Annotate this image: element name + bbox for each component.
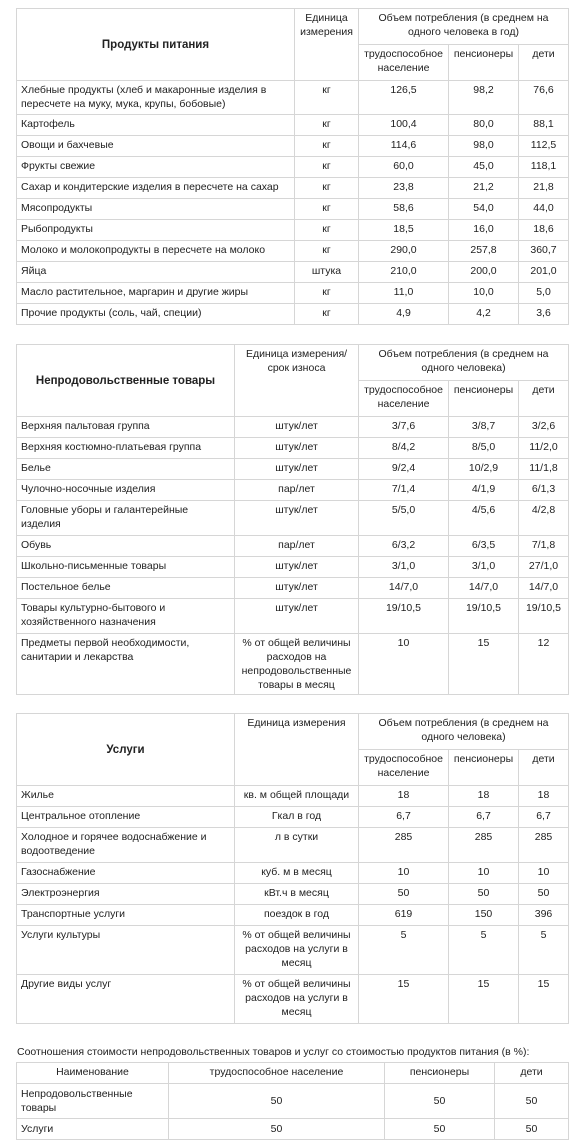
cell-children: 50	[519, 884, 569, 905]
services-title-header: Услуги	[17, 714, 235, 786]
cell-working: 3/7,6	[359, 417, 449, 438]
cell-name: Обувь	[17, 536, 235, 557]
cell-children: 12	[519, 634, 569, 695]
table-row	[17, 115, 569, 136]
cell-unit: кг	[295, 304, 359, 325]
cell-name: Белье	[17, 459, 235, 480]
cell-unit: штук/лет	[235, 459, 359, 480]
cell-name: Холодное и горячее водоснабжение и водоотведение	[17, 828, 235, 863]
services-consumption-header: Объем потребления (в среднем на одного человека)	[359, 714, 569, 750]
food-pensioners-header: пенсионеры	[449, 45, 519, 81]
cell-children: 11/2,0	[519, 438, 569, 459]
cell-pensioners: 150	[449, 905, 519, 926]
table-row	[17, 926, 569, 975]
cell-unit: штука	[295, 262, 359, 283]
cell-unit: % от общей величины расходов на непродовольственные товары в месяц	[235, 634, 359, 695]
cell-unit: л в сутки	[235, 828, 359, 863]
cell-pensioners: 3/8,7	[449, 417, 519, 438]
cell-pensioners: 200,0	[449, 262, 519, 283]
cell-children: 6/1,3	[519, 480, 569, 501]
services-table	[16, 713, 569, 1024]
cell-name: Центральное отопление	[17, 807, 235, 828]
cell-children: 3,6	[519, 304, 569, 325]
services-rows	[17, 786, 569, 1024]
cell-working: 60,0	[359, 157, 449, 178]
ratio-children-header: дети	[495, 1063, 569, 1084]
cell-name: Услуги культуры	[17, 926, 235, 975]
cell-name: Верхняя пальтовая группа	[17, 417, 235, 438]
cell-children: 5	[519, 926, 569, 975]
food-consumption-header: Объем потребления (в среднем на одного человека в год)	[359, 9, 569, 45]
food-unit-header: Единица измерения	[295, 9, 359, 81]
cell-pensioners: 54,0	[449, 199, 519, 220]
cell-unit: штук/лет	[235, 501, 359, 536]
cell-name: Прочие продукты (соль, чай, специи)	[17, 304, 295, 325]
services-unit-header: Единица измерения	[235, 714, 359, 786]
cell-name: Рыбопродукты	[17, 220, 295, 241]
cell-pensioners: 21,2	[449, 178, 519, 199]
cell-pensioners: 50	[385, 1084, 495, 1119]
cell-working: 285	[359, 828, 449, 863]
food-rows	[17, 81, 569, 325]
cell-working: 210,0	[359, 262, 449, 283]
cell-children: 201,0	[519, 262, 569, 283]
food-title-header: Продукты питания	[17, 9, 295, 81]
cell-unit: штук/лет	[235, 417, 359, 438]
cell-pensioners: 50	[449, 884, 519, 905]
cell-working: 18,5	[359, 220, 449, 241]
cell-working: 9/2,4	[359, 459, 449, 480]
cell-working: 7/1,4	[359, 480, 449, 501]
cell-name: Молоко и молокопродукты в пересчете на молоко	[17, 241, 295, 262]
cell-children: 21,8	[519, 178, 569, 199]
table-row	[17, 1119, 569, 1140]
cell-working: 5/5,0	[359, 501, 449, 536]
table-row	[17, 81, 569, 115]
cell-pensioners: 45,0	[449, 157, 519, 178]
services-children-header: дети	[519, 750, 569, 786]
cell-name: Транспортные услуги	[17, 905, 235, 926]
cell-working: 6/3,2	[359, 536, 449, 557]
cell-children: 27/1,0	[519, 557, 569, 578]
cell-unit: пар/лет	[235, 480, 359, 501]
cell-working: 3/1,0	[359, 557, 449, 578]
table-row	[17, 199, 569, 220]
table-row	[17, 807, 569, 828]
cell-children: 15	[519, 975, 569, 1024]
cell-name: Овощи и бахчевые	[17, 136, 295, 157]
cell-name: Чулочно-носочные изделия	[17, 480, 235, 501]
cell-unit: кВт.ч в месяц	[235, 884, 359, 905]
cell-name: Школьно-письменные товары	[17, 557, 235, 578]
cell-pensioners: 19/10,5	[449, 599, 519, 634]
cell-unit: поездок в год	[235, 905, 359, 926]
cell-children: 44,0	[519, 199, 569, 220]
cell-name: Постельное белье	[17, 578, 235, 599]
cell-working: 50	[169, 1119, 385, 1140]
ratio-rows	[17, 1084, 569, 1140]
cell-children: 6,7	[519, 807, 569, 828]
nonfood-unit-header: Единица измерения/ срок износа	[235, 345, 359, 417]
cell-name: Верхняя костюмно-платьевая группа	[17, 438, 235, 459]
table-row	[17, 828, 569, 863]
table-row	[17, 884, 569, 905]
table-row	[17, 459, 569, 480]
table-row	[17, 220, 569, 241]
table-row	[17, 417, 569, 438]
cell-name: Фрукты свежие	[17, 157, 295, 178]
cell-unit: кг	[295, 199, 359, 220]
table-row	[17, 578, 569, 599]
cell-pensioners: 50	[385, 1119, 495, 1140]
nonfood-title-header: Непродовольственные товары	[17, 345, 235, 417]
cell-unit: кг	[295, 157, 359, 178]
cell-children: 76,6	[519, 81, 569, 115]
cell-name: Мясопродукты	[17, 199, 295, 220]
cell-working: 290,0	[359, 241, 449, 262]
table-row	[17, 283, 569, 304]
cell-children: 19/10,5	[519, 599, 569, 634]
cell-children: 5,0	[519, 283, 569, 304]
cell-pensioners: 3/1,0	[449, 557, 519, 578]
nonfood-goods-table	[16, 344, 569, 695]
cell-unit: кв. м общей площади	[235, 786, 359, 807]
cell-name: Головные уборы и галантерейные изделия	[17, 501, 235, 536]
cell-working: 50	[169, 1084, 385, 1119]
nonfood-working-header: трудоспособное население	[359, 381, 449, 417]
cell-working: 58,6	[359, 199, 449, 220]
cell-name: Сахар и кондитерские изделия в пересчете на сахар	[17, 178, 295, 199]
cell-unit: кг	[295, 115, 359, 136]
cell-name: Яйца	[17, 262, 295, 283]
table-row	[17, 304, 569, 325]
cell-children: 7/1,8	[519, 536, 569, 557]
table-row	[17, 178, 569, 199]
cell-pensioners: 5	[449, 926, 519, 975]
cell-unit: кг	[295, 136, 359, 157]
cell-working: 50	[359, 884, 449, 905]
cell-working: 6,7	[359, 807, 449, 828]
ratio-caption: Соотношения стоимости непродовольственных товаров и услуг со стоимостью продуктов питания (в %):	[17, 1046, 530, 1058]
cell-pensioners: 80,0	[449, 115, 519, 136]
cell-working: 15	[359, 975, 449, 1024]
table-row	[17, 157, 569, 178]
table-row	[17, 786, 569, 807]
table-row	[17, 501, 569, 536]
ratio-pensioners-header: пенсионеры	[385, 1063, 495, 1084]
cell-pensioners: 18	[449, 786, 519, 807]
nonfood-pensioners-header: пенсионеры	[449, 381, 519, 417]
cell-name: Картофель	[17, 115, 295, 136]
cell-children: 396	[519, 905, 569, 926]
table-row	[17, 480, 569, 501]
cell-pensioners: 10/2,9	[449, 459, 519, 480]
cell-working: 100,4	[359, 115, 449, 136]
cell-children: 112,5	[519, 136, 569, 157]
cell-children: 18,6	[519, 220, 569, 241]
cell-pensioners: 4/5,6	[449, 501, 519, 536]
cell-unit: штук/лет	[235, 557, 359, 578]
cell-name: Непродовольственные товары	[17, 1084, 169, 1119]
cell-pensioners: 98,2	[449, 81, 519, 115]
cell-working: 19/10,5	[359, 599, 449, 634]
cell-pensioners: 6/3,5	[449, 536, 519, 557]
food-children-header: дети	[519, 45, 569, 81]
cell-pensioners: 10,0	[449, 283, 519, 304]
cell-name: Товары культурно-бытового и хозяйственного назначения	[17, 599, 235, 634]
nonfood-children-header: дети	[519, 381, 569, 417]
cell-pensioners: 10	[449, 863, 519, 884]
ratio-working-header: трудоспособное население	[169, 1063, 385, 1084]
cell-pensioners: 6,7	[449, 807, 519, 828]
cell-unit: Гкал в год	[235, 807, 359, 828]
cell-unit: пар/лет	[235, 536, 359, 557]
cell-name: Хлебные продукты (хлеб и макаронные изделия в пересчете на муку, мука, крупы, бобовые)	[17, 81, 295, 115]
cell-working: 11,0	[359, 283, 449, 304]
cell-pensioners: 14/7,0	[449, 578, 519, 599]
cell-working: 5	[359, 926, 449, 975]
cell-children: 14/7,0	[519, 578, 569, 599]
nonfood-consumption-header: Объем потребления (в среднем на одного человека)	[359, 345, 569, 381]
cell-working: 10	[359, 863, 449, 884]
cell-working: 23,8	[359, 178, 449, 199]
cell-children: 118,1	[519, 157, 569, 178]
cell-working: 114,6	[359, 136, 449, 157]
cell-unit: штук/лет	[235, 599, 359, 634]
cell-name: Предметы первой необходимости, санитарии и лекарства	[17, 634, 235, 695]
nonfood-rows	[17, 417, 569, 695]
cell-pensioners: 98,0	[449, 136, 519, 157]
cell-children: 4/2,8	[519, 501, 569, 536]
food-products-table	[16, 8, 569, 325]
cell-name: Услуги	[17, 1119, 169, 1140]
services-pensioners-header: пенсионеры	[449, 750, 519, 786]
table-row	[17, 975, 569, 1024]
cell-children: 18	[519, 786, 569, 807]
cell-unit: % от общей величины расходов на услуги в месяц	[235, 926, 359, 975]
cell-children: 50	[495, 1119, 569, 1140]
table-row	[17, 136, 569, 157]
cell-unit: кг	[295, 283, 359, 304]
cell-unit: штук/лет	[235, 438, 359, 459]
table-row	[17, 536, 569, 557]
cell-pensioners: 15	[449, 634, 519, 695]
cell-working: 126,5	[359, 81, 449, 115]
cell-working: 4,9	[359, 304, 449, 325]
table-row	[17, 634, 569, 695]
table-row	[17, 599, 569, 634]
cell-working: 619	[359, 905, 449, 926]
cell-working: 14/7,0	[359, 578, 449, 599]
cell-unit: штук/лет	[235, 578, 359, 599]
cell-name: Жилье	[17, 786, 235, 807]
cell-children: 88,1	[519, 115, 569, 136]
cell-children: 285	[519, 828, 569, 863]
table-row	[17, 1084, 569, 1119]
cell-name: Газоснабжение	[17, 863, 235, 884]
cell-unit: кг	[295, 81, 359, 115]
ratio-table	[16, 1062, 569, 1140]
cell-unit: % от общей величины расходов на услуги в месяц	[235, 975, 359, 1024]
cell-unit: кг	[295, 220, 359, 241]
cell-children: 3/2,6	[519, 417, 569, 438]
table-row	[17, 241, 569, 262]
table-row	[17, 863, 569, 884]
cell-pensioners: 15	[449, 975, 519, 1024]
cell-pensioners: 4,2	[449, 304, 519, 325]
services-working-header: трудоспособное население	[359, 750, 449, 786]
cell-name: Электроэнергия	[17, 884, 235, 905]
cell-working: 8/4,2	[359, 438, 449, 459]
cell-pensioners: 257,8	[449, 241, 519, 262]
cell-unit: куб. м в месяц	[235, 863, 359, 884]
table-row	[17, 438, 569, 459]
table-row	[17, 262, 569, 283]
table-row	[17, 905, 569, 926]
cell-unit: кг	[295, 241, 359, 262]
cell-children: 50	[495, 1084, 569, 1119]
cell-working: 18	[359, 786, 449, 807]
cell-pensioners: 8/5,0	[449, 438, 519, 459]
food-working-header: трудоспособное население	[359, 45, 449, 81]
cell-name: Масло растительное, маргарин и другие жиры	[17, 283, 295, 304]
ratio-name-header: Наименование	[17, 1063, 169, 1084]
cell-working: 10	[359, 634, 449, 695]
table-row	[17, 557, 569, 578]
cell-children: 360,7	[519, 241, 569, 262]
cell-pensioners: 285	[449, 828, 519, 863]
cell-pensioners: 4/1,9	[449, 480, 519, 501]
cell-children: 11/1,8	[519, 459, 569, 480]
cell-children: 10	[519, 863, 569, 884]
cell-unit: кг	[295, 178, 359, 199]
cell-pensioners: 16,0	[449, 220, 519, 241]
cell-name: Другие виды услуг	[17, 975, 235, 1024]
